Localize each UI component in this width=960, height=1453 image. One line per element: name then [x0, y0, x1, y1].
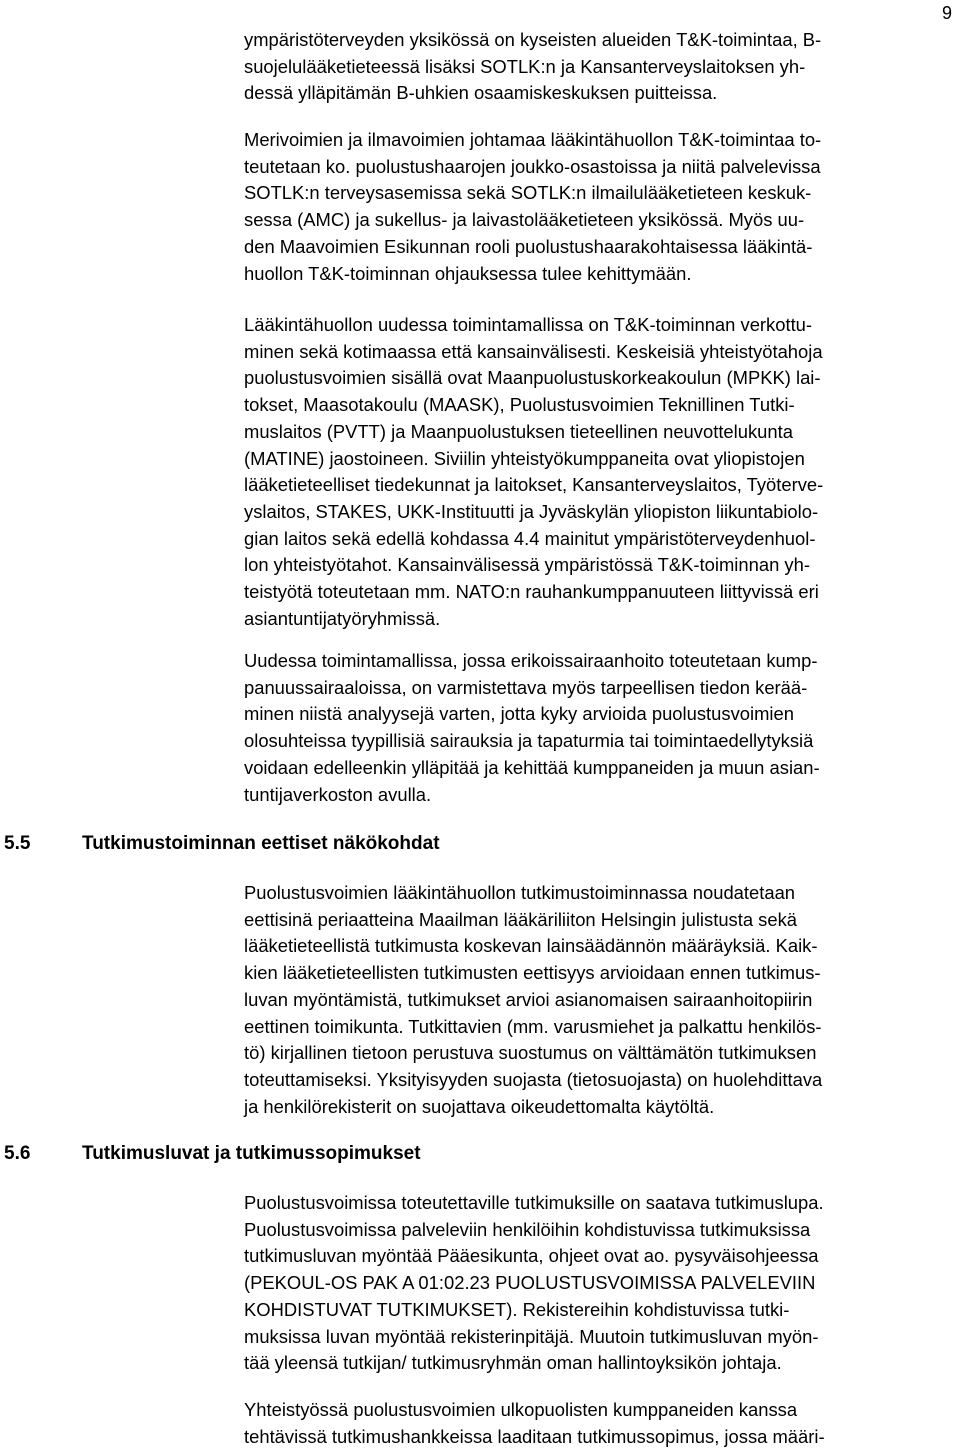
text-line: panuussairaaloissa, on varmistettava myös tarpeellisen tiedon kerää-: [244, 676, 808, 698]
text-line: SOTLK:n terveysasemissa sekä SOTLK:n ilmailulääketieteen keskuk-: [244, 182, 812, 204]
text-line: eettinen toimikunta. Tutkittavien (mm. varusmiehet ja palkattu henkilös-: [244, 1015, 822, 1037]
text-line: eettisinä periaatteina Maailman lääkäriliiton Helsingin julistusta sekä: [244, 908, 798, 930]
text-line: luvan myöntämistä, tutkimukset arvioi asianomaisen sairaanhoitopiirin: [244, 988, 813, 1010]
text-line: toteuttamiseksi. Yksityisyyden suojasta (tietosuojasta) on huolehdittava: [244, 1068, 823, 1090]
text-line: lääketieteelliset tiedekunnat ja laitokset, Kansanterveyslaitos, Työterve-: [244, 474, 824, 496]
text-line: ja henkilörekisterit on suojattava oikeudettomalta käytöltä.: [244, 1095, 715, 1117]
text-line: KOHDISTUVAT TUTKIMUKSET). Rekistereihin kohdistuvissa tutki-: [244, 1298, 790, 1320]
text-line: den Maavoimien Esikunnan rooli puolustushaarakohtaisessa lääkintä-: [244, 235, 813, 257]
text-line: muslaitos (PVTT) ja Maanpuolustuksen tieteellinen neuvottelukunta: [244, 420, 793, 442]
text-line: lääketieteellistä tutkimusta koskevan lainsäädännön määräyksiä. Kaik-: [244, 935, 818, 957]
text-line: tö) kirjallinen tietoon perustuva suostumus on välttämätön tutkimuksen: [244, 1042, 817, 1064]
page-number: 9: [942, 3, 953, 23]
paragraph-2: [244, 127, 956, 287]
text-line: yslaitos, STAKES, UKK-Instituutti ja Jyväskylän yliopiston liikuntabiolo-: [244, 500, 819, 522]
text-line: tokset, Maasotakoulu (MAASK), Puolustusvoimien Teknillinen Tutki-: [244, 394, 795, 416]
text-line: Puolustusvoimissa palveleviin henkilöihin kohdistuvissa tutkimuksissa: [244, 1218, 811, 1240]
text-line: Merivoimien ja ilmavoimien johtamaa lääkintähuollon T&K-toimintaa to-: [244, 129, 822, 150]
text-line: huollon T&K-toiminnan ohjauksessa tulee kehittymään.: [244, 262, 692, 284]
text-line: Yhteistyössä puolustusvoimien ulkopuolisten kumppaneiden kanssa: [244, 1399, 798, 1420]
section-heading-5-6: [4, 1141, 421, 1167]
text-line: tehtävissä tutkimushankkeissa laaditaan tutkimussopimus, jossa määri-: [244, 1425, 825, 1447]
text-line: Puolustusvoimissa toteutettaville tutkimuksille on saatava tutkimuslupa.: [244, 1192, 824, 1213]
text-line: Uudessa toimintamallissa, jossa erikoissairaanhoito toteutetaan kump-: [244, 650, 818, 671]
section-heading-5-5: [4, 831, 440, 857]
text-line: teutetaan ko. puolustushaarojen joukko-osastoissa ja niitä palvelevissa: [244, 155, 821, 177]
paragraph-1: [244, 27, 956, 107]
text-line: (MATINE) jaostoineen. Siviilin yhteistyökumppaneita ovat yliopistojen: [244, 447, 805, 469]
text-line: teistyötä toteutetaan mm. NATO:n rauhankumppanuuteen liittyvissä eri: [244, 581, 819, 603]
text-line: olosuhteissa tyypillisiä sairauksia ja tapaturmia tai toimintaedellytyksiä: [244, 730, 814, 752]
paragraph-5: [244, 880, 956, 1120]
text-line: tää yleensä tutkijan/ tutkimusryhmän oman hallintoyksikön johtaja.: [244, 1352, 782, 1374]
text-line: tuntijaverkoston avulla.: [244, 783, 432, 805]
section-number: 5.5: [4, 833, 31, 854]
text-line: (PEKOUL-OS PAK A 01:02.23 PUOLUSTUSVOIMISSA PALVELEVIIN: [244, 1272, 816, 1294]
paragraph-7: [244, 1397, 956, 1450]
text-line: minen niistä analyysejä varten, jotta kyky arvioida puolustusvoimien: [244, 703, 794, 725]
text-line: lon yhteistyötahot. Kansainvälisessä ympäristössä T&K-toiminnan yh-: [244, 554, 810, 576]
text-line: kien lääketieteellisten tutkimusten eettisyys arvioidaan ennen tutkimus-: [244, 962, 821, 984]
text-line: sessa (AMC) ja sukellus- ja laivastolääketieteen yksikössä. Myös uu-: [244, 209, 805, 231]
text-line: Puolustusvoimien lääkintähuollon tutkimustoiminnassa noudatetaan: [244, 882, 796, 903]
text-line: Lääkintähuollon uudessa toimintamallissa on T&K-toiminnan verkottu-: [244, 314, 813, 335]
section-title: Tutkimustoiminnan eettiset näkökohdat: [82, 833, 440, 854]
paragraph-4: [244, 648, 956, 808]
section-number: 5.6: [4, 1143, 31, 1164]
text-line: suojelulääketieteessä lisäksi SOTLK:n ja Kansanterveyslaitoksen yh-: [244, 55, 806, 77]
text-line: puolustusvoimien sisällä ovat Maanpuolustuskorkeakoulun (MPKK) lai-: [244, 367, 821, 389]
paragraph-6: [244, 1190, 956, 1377]
text-line: dessä ylläpitämän B-uhkien osaamiskeskuksen puitteissa.: [244, 82, 718, 104]
text-line: asiantuntijatyöryhmissä.: [244, 607, 441, 629]
text-line: voidaan edelleenkin ylläpitää ja kehittää kumppaneiden ja muun asian-: [244, 756, 820, 778]
text-line: minen sekä kotimaassa että kansainvälisesti. Keskeisiä yhteistyötahoja: [244, 340, 823, 362]
paragraph-3: [244, 312, 956, 632]
text-line: muksissa luvan myöntää rekisterinpitäjä. Muutoin tutkimusluvan myön-: [244, 1325, 819, 1347]
text-line: gian laitos sekä edellä kohdassa 4.4 mainitut ympäristöterveydenhuol-: [244, 527, 816, 549]
text-line: ympäristöterveyden yksikössä on kyseisten alueiden T&K-toimintaa, B-: [244, 29, 822, 50]
text-line: tutkimusluvan myöntää Pääesikunta, ohjeet ovat ao. pysyväisohjeessa: [244, 1245, 819, 1267]
section-title: Tutkimusluvat ja tutkimussopimukset: [82, 1143, 421, 1164]
